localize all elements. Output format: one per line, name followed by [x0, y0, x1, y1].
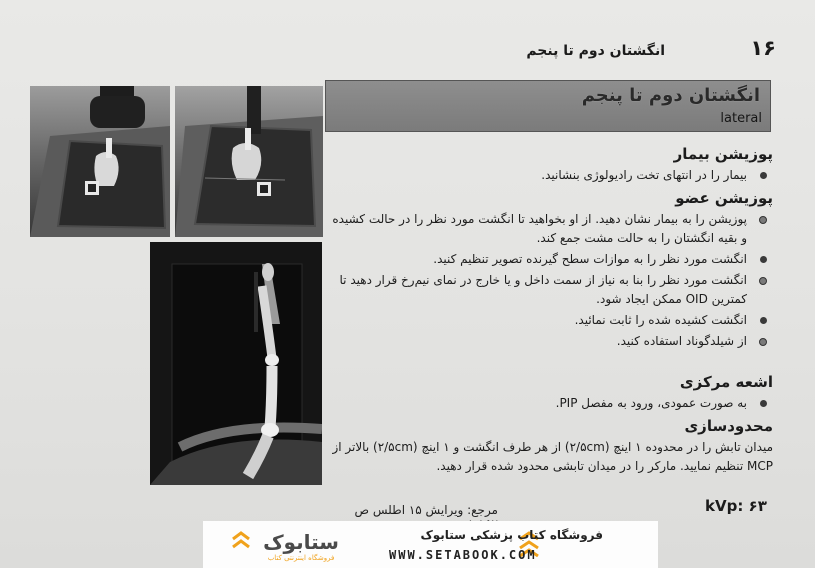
reference-line: مرجع: ویرایش ۱۵ اطلس ص: [354, 503, 498, 517]
central-ray-heading: اشعه مرکزی: [679, 373, 773, 391]
part-position-item-2: انگشت مورد نظر را به موازات سطح گیرنده تصویر تنظیم کنید.: [325, 250, 773, 269]
setabook-watermark-banner: [203, 521, 658, 568]
band-title-en: lateral: [720, 111, 762, 126]
collimation-heading: محدودسازی: [684, 417, 773, 435]
patient-position-section: [325, 145, 773, 185]
collimation-section: [325, 417, 773, 476]
central-ray-section: [325, 373, 773, 413]
patient-position-heading: پوزیشن بیمار: [673, 145, 773, 163]
band-title-fa: انگشتان دوم تا پنجم: [581, 85, 760, 106]
svg-text:ستابوک: ستابوک: [263, 530, 339, 554]
running-title: انگشتان دوم تا پنجم: [526, 43, 665, 59]
part-position-item-3: انگشت مورد نظر را بنا به نیاز از سمت داخل و یا خارج در نمای نیم‌رخ قرار دهید تا کمترین OID ممکن ایجاد شود.: [325, 271, 773, 309]
page-number: ۱۶: [750, 36, 776, 60]
part-position-item-5: از شیلدگوناد استفاده کنید.: [325, 332, 773, 351]
store-url: WWW.SETABOOK.COM: [389, 548, 537, 562]
collimation-text: میدان تابش را در محدوده ۱ اینچ (۲/۵cm) از هر طرف انگشت و ۱ اینچ (۲/۵cm) بالاتر از MCP تنظیم نمایید. مارکر را در میدان تابشی محدود شده قرار دهید.: [332, 440, 773, 473]
kvp-value: kVp: ۶۳: [705, 497, 767, 515]
positioning-photo-1: [30, 86, 170, 237]
section-title-band: [325, 80, 771, 132]
part-position-section: [325, 189, 773, 351]
part-position-heading: پوزیشن عضو: [675, 189, 773, 207]
positioning-photo-2: [175, 86, 323, 237]
finger-radiograph: [150, 242, 322, 485]
part-position-item-1: پوزیشن را به بیمار نشان دهید. از او بخواهید تا انگشت مورد نظر را در حالت کشیده و بقیه انگشتان را به حالت مشت جمع کند.: [325, 210, 773, 248]
patient-position-item-1: بیمار را در انتهای تخت رادیولوژی بنشانید.: [325, 166, 773, 185]
central-ray-item-1: به صورت عمودی، ورود به مفصل PIP.: [325, 394, 773, 413]
part-position-item-4: انگشت کشیده شده را ثابت نمائید.: [325, 311, 773, 330]
store-name: فروشگاه کتاب پزشکی ستابوک: [420, 528, 603, 542]
svg-text:فروشگاه اینترنتی کتاب: فروشگاه اینترنتی کتاب: [267, 554, 335, 562]
